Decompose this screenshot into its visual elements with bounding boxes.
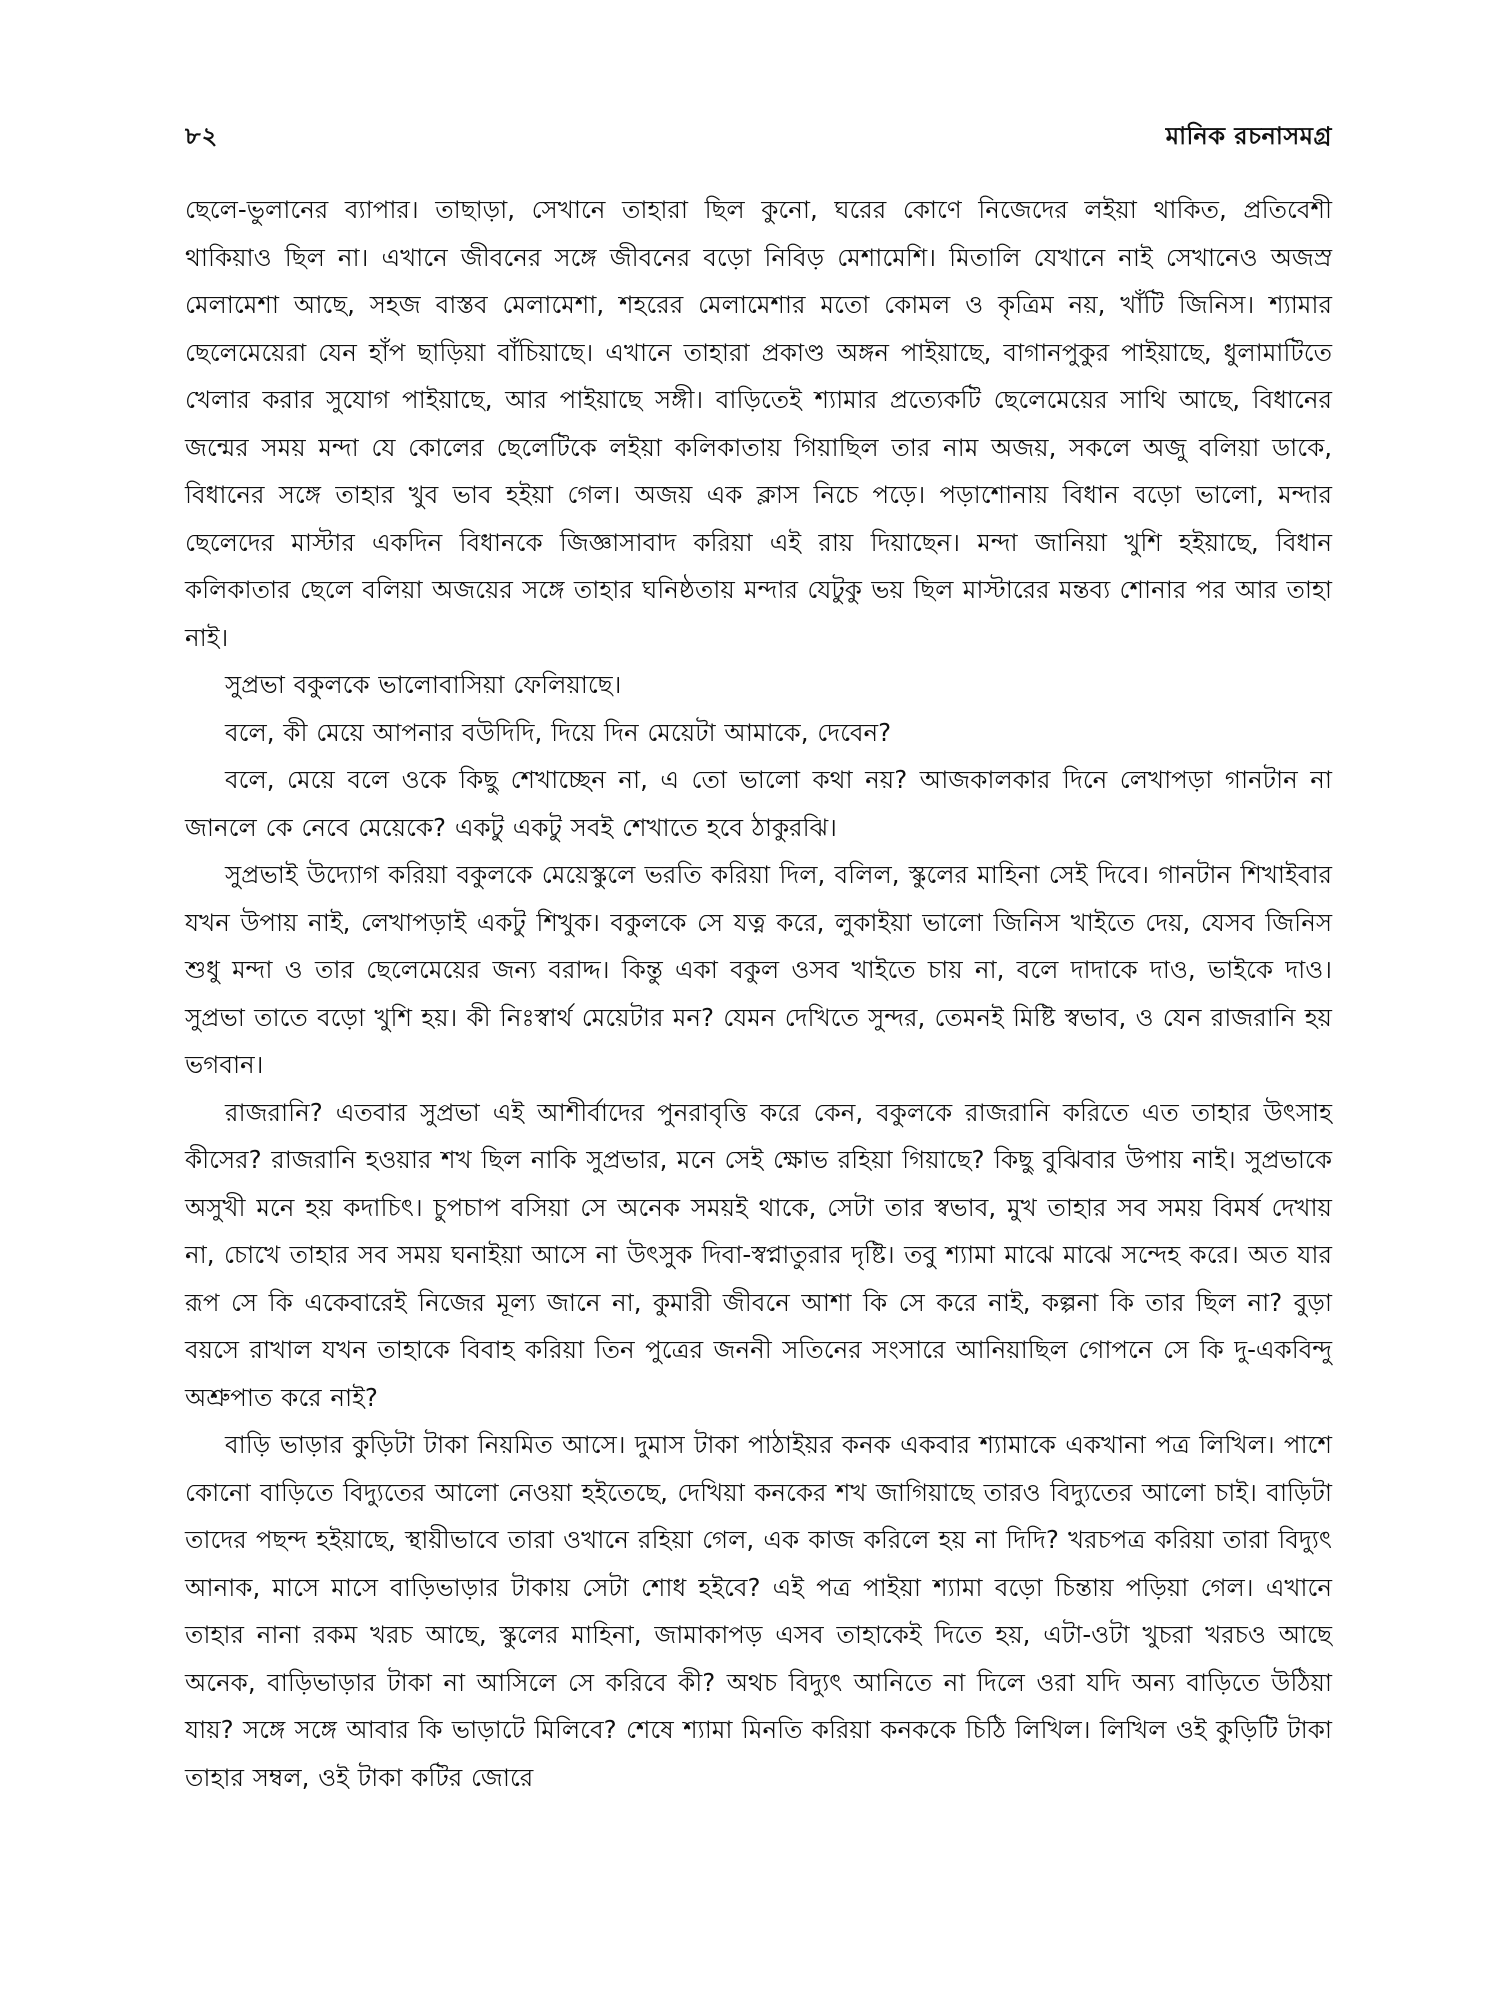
paragraph: সুপ্রভা বকুলকে ভালোবাসিয়া ফেলিয়াছে।	[225, 670, 622, 699]
book-title: মানিক রচনাসমগ্র	[1165, 122, 1332, 150]
page-number: ৮২	[185, 122, 219, 150]
paragraph: বলে, মেয়ে বলে ওকে কিছু শেখাচ্ছেন না, এ তো ভালো কথা নয়? আজকালকার দিনে লেখাপড়া গানটান না জানলে কে নেবে মেয়েকে? একটু একটু সবই শেখাতে হবে ঠাকুরঝি।	[185, 765, 1332, 842]
paragraph: সুপ্রভাই উদ্যোগ করিয়া বকুলকে মেয়েস্কুলে ভরতি করিয়া দিল, বলিল, স্কুলের মাহিনা সেই দিবে। গানটান শিখাইবার যখন উপায় নাই, লেখাপড়াই একটু শিখুক। বকুলকে সে যত্ন করে, লুকাইয়া ভালো জিনিস খাইতে দেয়, যেসব জিনিস শুধু মন্দা ও তার ছেলেমেয়ের জন্য বরাদ্দ। কিন্তু একা বকুল ওসব খাইতে চায় না, বলে দাদাকে দাও, ভাইকে দাও। সুপ্রভা তাতে বড়ো খুশি হয়। কী নিঃস্বার্থ মেয়েটার মন? যেমন দেখিতে সুন্দর, তেমনই মিষ্টি স্বভাব, ও যেন রাজরানি হয় ভগবান।	[185, 860, 1332, 1079]
paragraph: ছেলে-ভুলানের ব্যাপার। তাছাড়া, সেখানে তাহারা ছিল কুনো, ঘরের কোণে নিজেদের লইয়া থাকিত, প্রতিবেশী থাকিয়াও ছিল না। এখানে জীবনের সঙ্গে জীবনের বড়ো নিবিড় মেশামেশি। মিতালি যেখানে নাই সেখানেও অজস্র মেলামেশা আছে, সহজ বাস্তব মেলামেশা, শহরের মেলামেশার মতো কোমল ও কৃত্রিম নয়, খাঁটি জিনিস। শ্যামার ছেলেমেয়েরা যেন হাঁপ ছাড়িয়া বাঁচিয়াছে। এখানে তাহারা প্রকাণ্ড অঙ্গন পাইয়াছে, বাগানপুকুর পাইয়াছে, ধুলামাটিতে খেলার করার সুযোগ পাইয়াছে, আর পাইয়াছে সঙ্গী। বাড়িতেই শ্যামার প্রত্যেকটি ছেলেমেয়ের সাথি আছে, বিধানের জন্মের সময় মন্দা যে কোলের ছেলেটিকে লইয়া কলিকাতায় গিয়াছিল তার নাম অজয়, সকলে অজু বলিয়া ডাকে, বিধানের সঙ্গে তাহার খুব ভাব হইয়া গেল। অজয় এক ক্লাস নিচে পড়ে। পড়াশোনায় বিধান বড়ো ভালো, মন্দার ছেলেদের মাস্টার একদিন বিধানকে জিজ্ঞাসাবাদ করিয়া এই রায় দিয়াছেন। মন্দা জানিয়া খুশি হইয়াছে, বিধান কলিকাতার ছেলে বলিয়া অজয়ের সঙ্গে তাহার ঘনিষ্ঠতায় মন্দার যেটুকু ভয় ছিল মাস্টারের মন্তব্য শোনার পর আর তাহা নাই।	[185, 195, 1332, 652]
paragraph: বলে, কী মেয়ে আপনার বউদিদি, দিয়ে দিন মেয়েটা আমাকে, দেবেন?	[225, 717, 892, 747]
paragraph: রাজরানি? এতবার সুপ্রভা এই আশীর্বাদের পুনরাবৃত্তি করে কেন, বকুলকে রাজরানি করিতে এত তাহার উৎসাহ কীসের? রাজরানি হওয়ার শখ ছিল নাকি সুপ্রভার, মনে সেই ক্ষোভ রহিয়া গিয়াছে? কিছু বুঝিবার উপায় নাই। সুপ্রভাকে অসুখী মনে হয় কদাচিৎ। চুপচাপ বসিয়া সে অনেক সময়ই থাকে, সেটা তার স্বভাব, মুখ তাহার সব সময় বিমর্ষ দেখায় না, চোখে তাহার সব সময় ঘনাইয়া আসে না উৎসুক দিবা-স্বপ্নাতুরার দৃষ্টি। তবু শ্যামা মাঝে মাঝে সন্দেহ করে। অত যার রূপ সে কি একেবারেই নিজের মূল্য জানে না, কুমারী জীবনে আশা কি সে করে নাই, কল্পনা কি তার ছিল না? বুড়া বয়সে রাখাল যখন তাহাকে বিবাহ করিয়া তিন পুত্রের জননী সতিনের সংসারে আনিয়াছিল গোপনে সে কি দু-একবিন্দু অশ্রুপাত করে নাই?	[185, 1097, 1332, 1412]
running-header	[185, 118, 1332, 158]
paragraph: বাড়ি ভাড়ার কুড়িটা টাকা নিয়মিত আসে। দুমাস টাকা পাঠাইয়র কনক একবার শ্যামাকে একখানা পত্র লিখিল। পাশে কোনো বাড়িতে বিদ্যুতের আলো নেওয়া হইতেছে, দেখিয়া কনকের শখ জাগিয়াছে তারও বিদ্যুতের আলো চাই। বাড়িটা তাদের পছন্দ হইয়াছে, স্থায়ীভাবে তারা ওখানে রহিয়া গেল, এক কাজ করিলে হয় না দিদি? খরচপত্র করিয়া তারা বিদ্যুৎ আনাক, মাসে মাসে বাড়িভাড়ার টাকায় সেটা শোধ হইবে? এই পত্র পাইয়া শ্যামা বড়ো চিন্তায় পড়িয়া গেল। এখানে তাহার নানা রকম খরচ আছে, স্কুলের মাহিনা, জামাকাপড় এসব তাহাকেই দিতে হয়, এটা-ওটা খুচরা খরচও আছে অনেক, বাড়িভাড়ার টাকা না আসিলে সে করিবে কী? অথচ বিদ্যুৎ আনিতে না দিলে ওরা যদি অন্য বাড়িতে উঠিয়া যায়? সঙ্গে সঙ্গে আবার কি ভাড়াটে মিলিবে? শেষে শ্যামা মিনতি করিয়া কনককে চিঠি লিখিল। লিখিল ওই কুড়িটি টাকা তাহার সম্বল, ওই টাকা কটির জোরে	[185, 1430, 1332, 1792]
body-text	[185, 186, 1332, 1801]
